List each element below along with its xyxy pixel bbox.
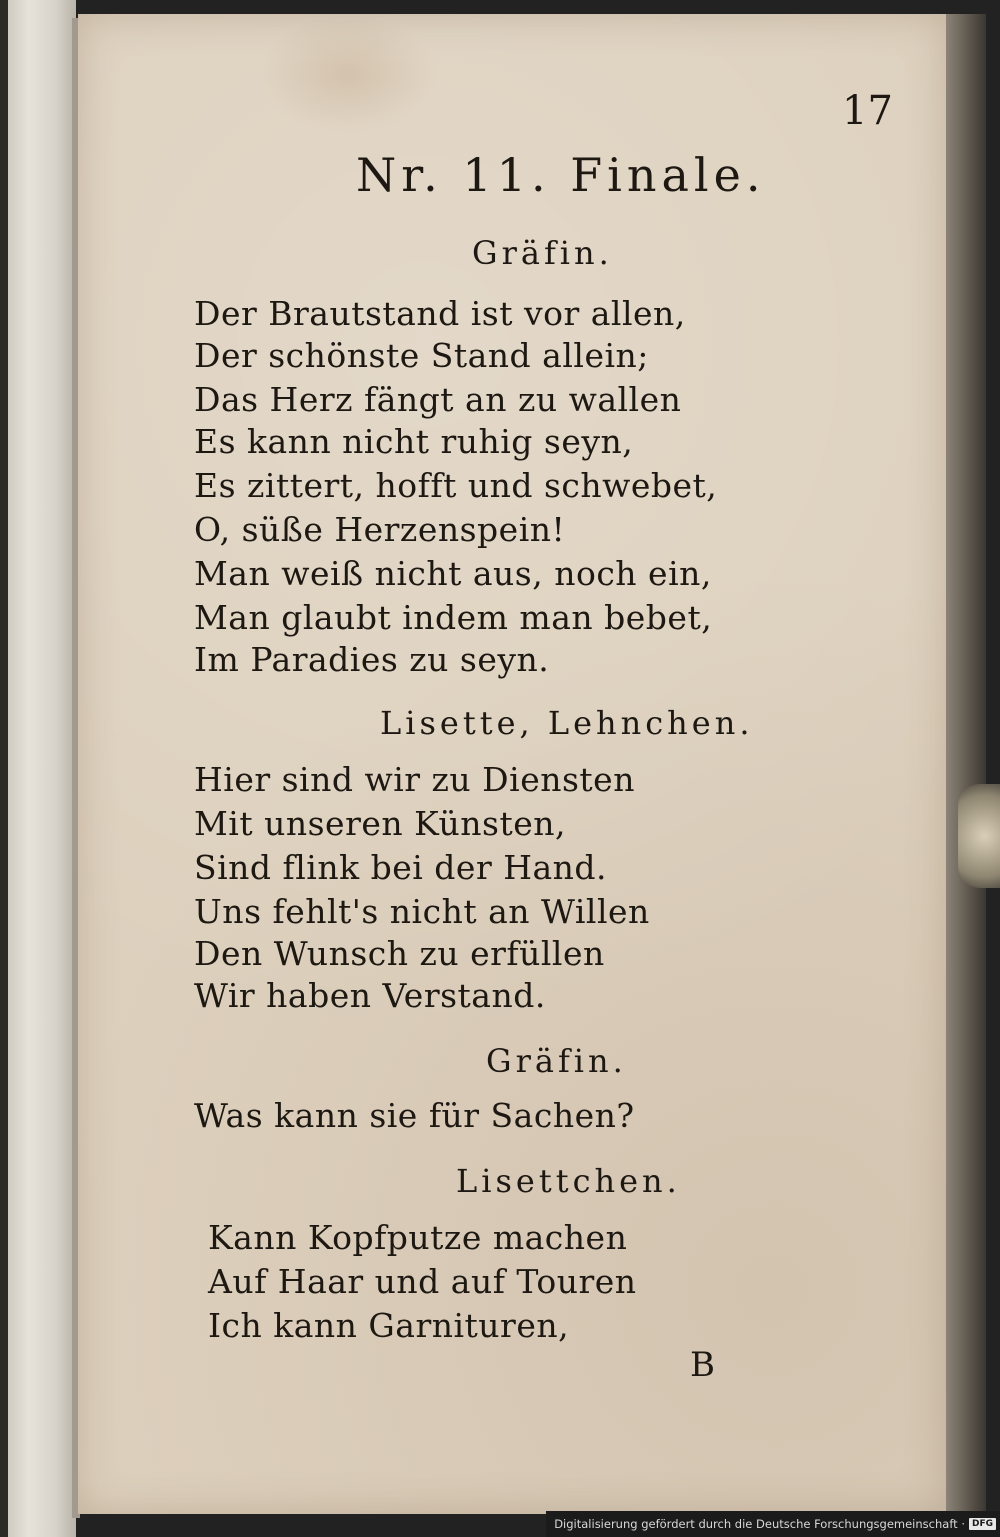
verse-line: Ich kann Garnituren, bbox=[208, 1306, 570, 1345]
previous-leaf-edge bbox=[8, 0, 76, 1537]
verse-line: Es zittert, hofft und schwebet, bbox=[194, 466, 718, 505]
verse-line: Das Herz fängt an zu wallen bbox=[194, 380, 682, 419]
speaker-heading: Gräfin. bbox=[472, 234, 613, 272]
verse-line: Uns fehlt's nicht an Willen bbox=[194, 892, 650, 931]
verse-line: Im Paradies zu seyn. bbox=[194, 640, 550, 679]
verse-line: Kann Kopfputze machen bbox=[208, 1218, 628, 1257]
paper-stain bbox=[258, 14, 438, 134]
verse-line: Sind flink bei der Hand. bbox=[194, 848, 608, 887]
verse-line: Mit unseren Künsten, bbox=[194, 804, 567, 843]
verse-line: Es kann nicht ruhig seyn, bbox=[194, 422, 634, 461]
dfg-logo-icon: DFG bbox=[969, 1518, 996, 1530]
page-number: 17 bbox=[842, 88, 893, 134]
page-title: Nr. 11. Finale. bbox=[356, 148, 766, 202]
speaker-heading: Gräfin. bbox=[486, 1042, 627, 1080]
speaker-heading: Lisettchen. bbox=[456, 1162, 681, 1200]
speaker-heading: Lisette, Lehnchen. bbox=[380, 704, 754, 742]
verse-line: Man glaubt indem man bebet, bbox=[194, 598, 713, 637]
verse-line: Der Brautstand ist vor allen, bbox=[194, 294, 686, 333]
verse-line: O, süße Herzenspein! bbox=[194, 510, 566, 549]
verse-line: Den Wunsch zu erfüllen bbox=[194, 934, 605, 973]
verse-line: Hier sind wir zu Diensten bbox=[194, 760, 635, 799]
verse-line: Man weiß nicht aus, noch ein, bbox=[194, 554, 712, 593]
verse-line: Was kann sie für Sachen? bbox=[194, 1096, 635, 1135]
verse-line: Auf Haar und auf Touren bbox=[208, 1262, 637, 1301]
verse-line: Wir haben Verstand. bbox=[194, 976, 546, 1015]
verse-line: Der schönste Stand allein; bbox=[194, 336, 649, 375]
signature-mark: B bbox=[690, 1345, 715, 1385]
page-edge-right bbox=[946, 14, 986, 1514]
footer-credit-text: Digitalisierung gefördert durch die Deutsche Forschungsgemeinschaft · bbox=[554, 1517, 965, 1531]
book-clasp bbox=[958, 784, 1000, 888]
footer-credit-bar bbox=[546, 1511, 1000, 1537]
